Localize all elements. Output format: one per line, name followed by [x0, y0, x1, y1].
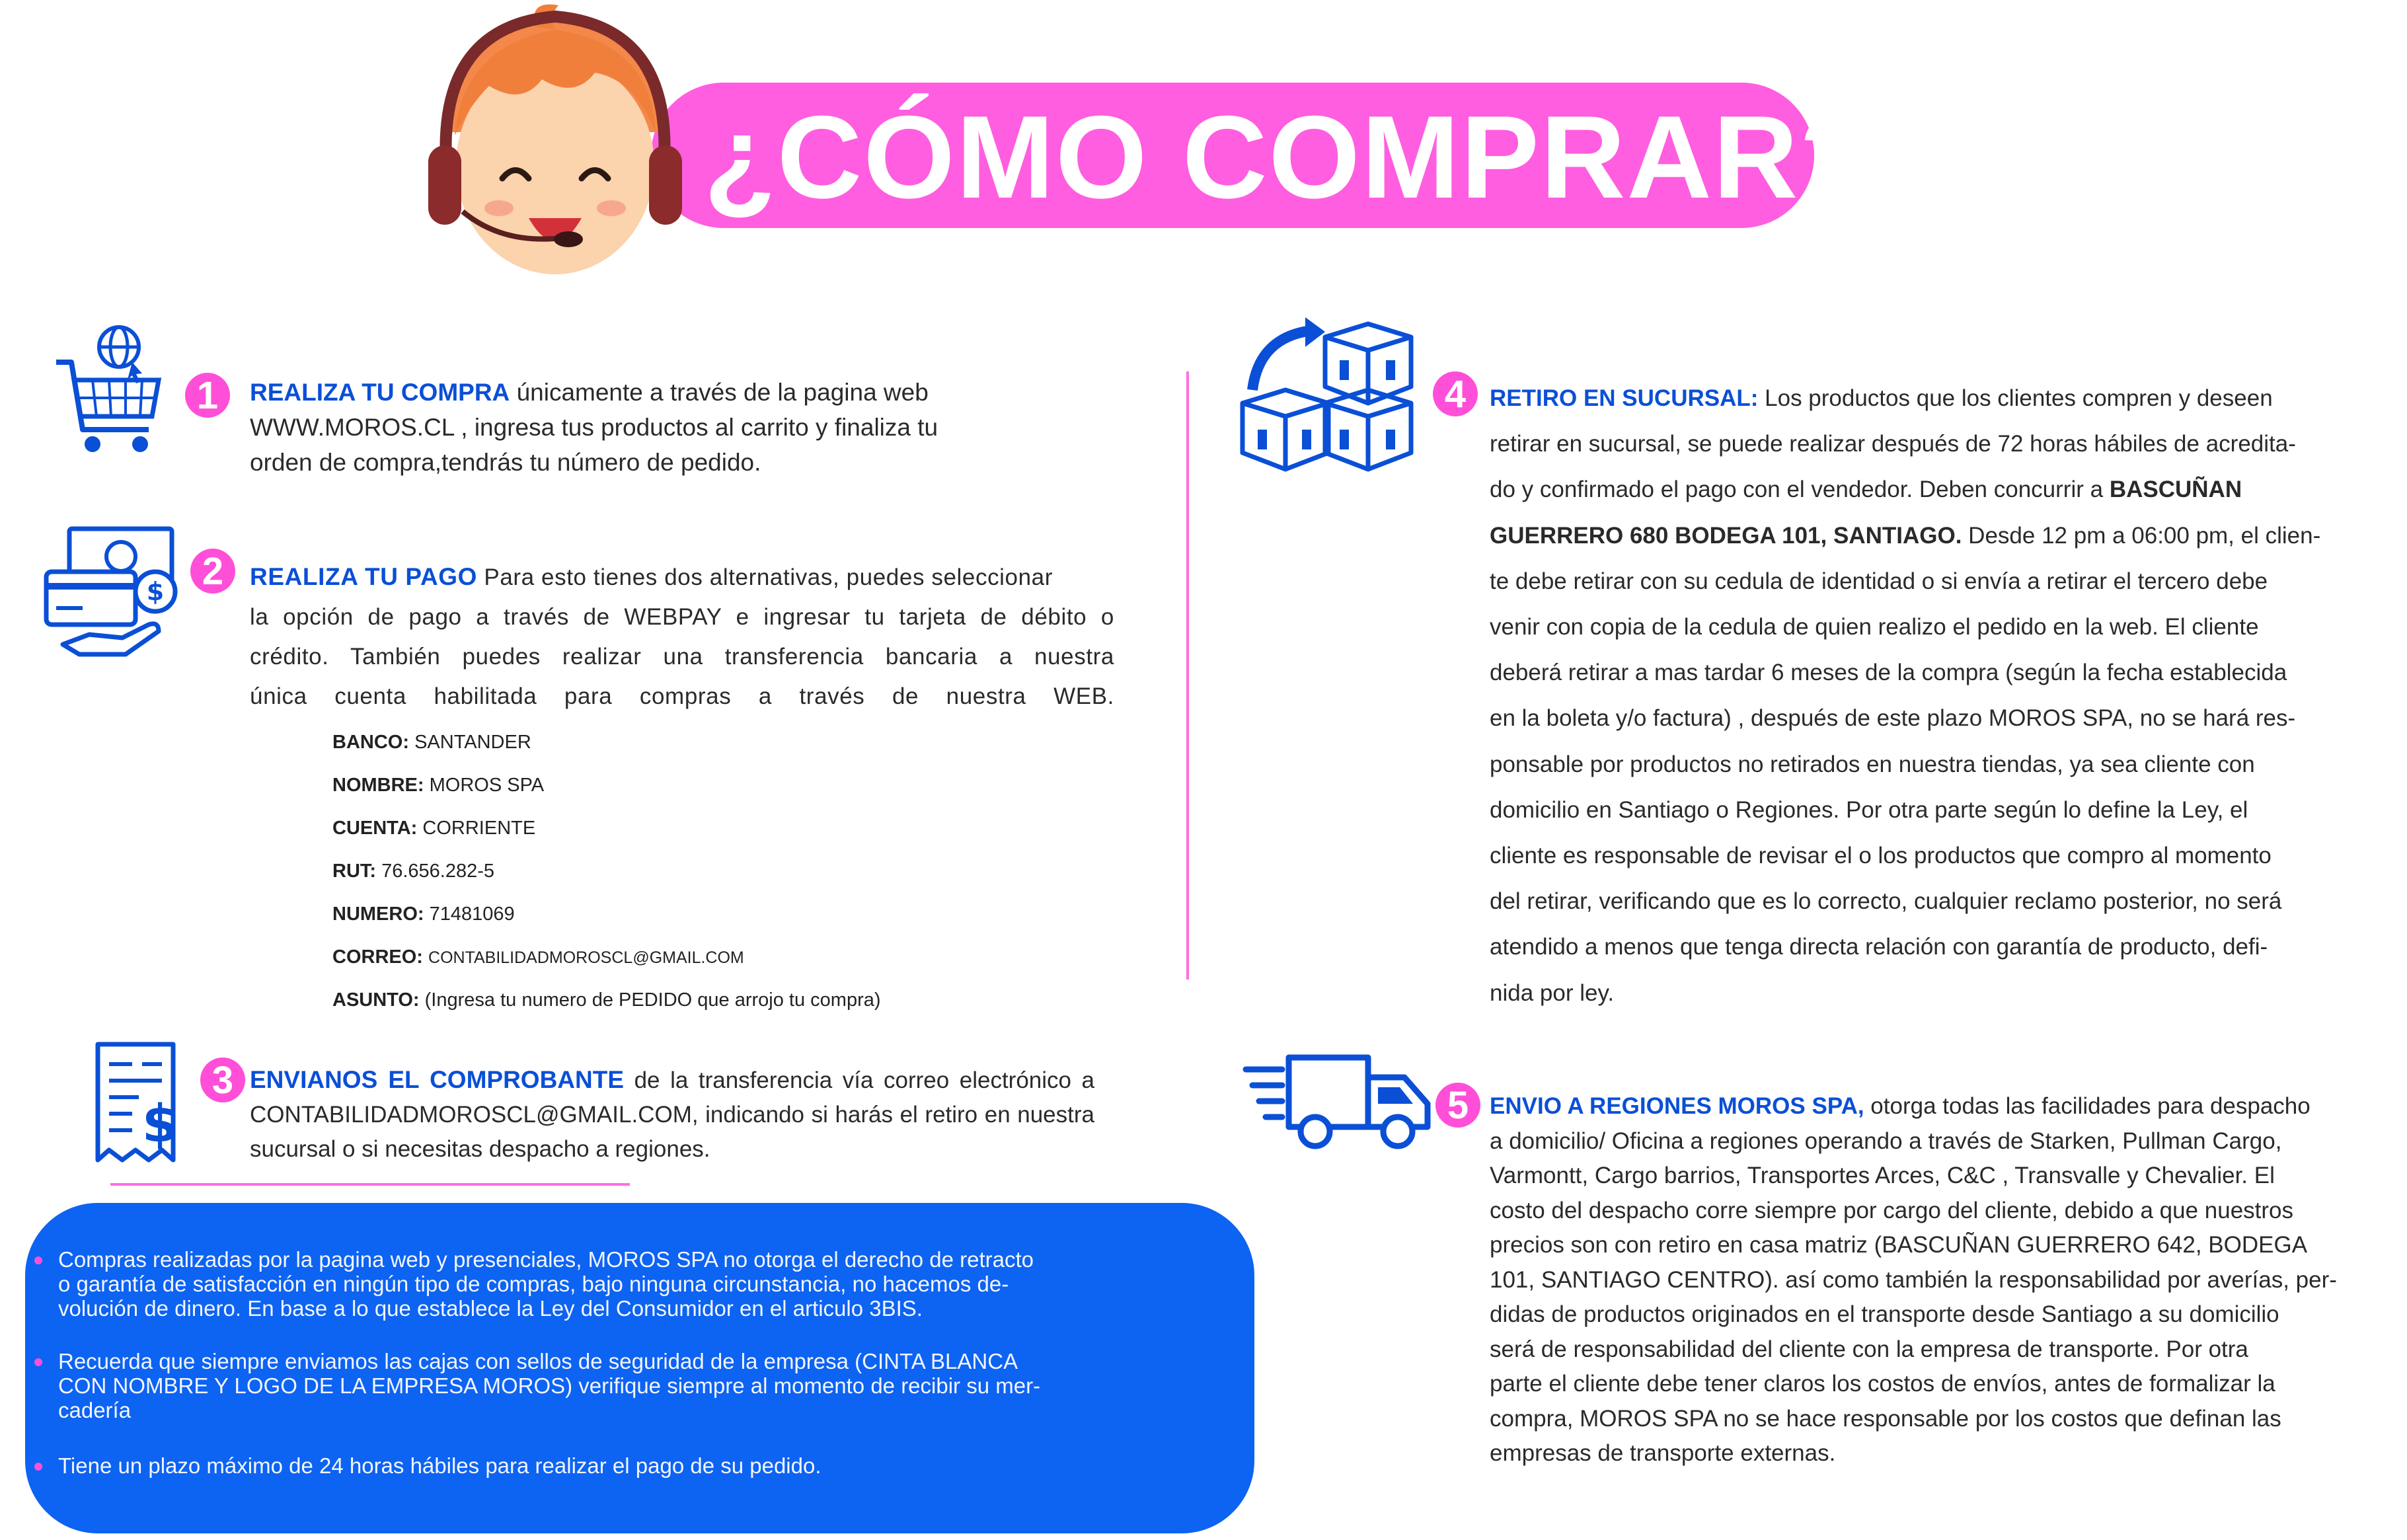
step-4-line: do y confirmado el pago con el vendedor. Deben concurrir a	[1490, 477, 2104, 503]
step-1-line: orden de compra,tendrás tu número de pedido.	[250, 449, 761, 476]
bullet-dot-icon	[34, 1463, 42, 1471]
step-4-text	[1490, 375, 2396, 1016]
step-3-line: CONTABILIDADMOROSCL@GMAIL.COM, indicando si harás el retiro en nuestra	[250, 1102, 1094, 1128]
bullet-dot-icon	[34, 1358, 42, 1366]
step-number-5: 5	[1435, 1083, 1480, 1128]
step-5-line: 101, SANTIAGO CENTRO). así como también la responsabilidad por averías, per-	[1490, 1266, 2337, 1293]
delivery-truck-icon	[1242, 1051, 1434, 1150]
step-1-line: WWW.MOROS.CL , ingresa tus productos al carrito y finaliza tu	[250, 414, 938, 441]
step-2-line: la opción de pago a través de WEBPAY e ingresar tu tarjeta de débito o	[250, 604, 1114, 630]
bank-row: CORREO: CONTABILIDADMOROSCL@GMAIL.COM	[332, 946, 744, 968]
step-4-title: RETIRO EN SUCURSAL:	[1490, 385, 1759, 411]
step-1-title: REALIZA TU COMPRA	[250, 379, 510, 406]
step-4-line: cliente es responsable de revisar el o los productos que compro al momento	[1490, 843, 2272, 869]
step-5-line: Varmontt, Cargo barrios, Transportes Arces, C&C , Transvalle y Chevalier. El	[1490, 1163, 2275, 1188]
step-4-line: en la boleta y/o factura) , después de este plazo MOROS SPA, no se hará res-	[1490, 705, 2296, 732]
step-4-line: domicilio en Santiago o Regiones. Por otra parte según lo define la Ley, el	[1490, 796, 2248, 823]
step-4-line: Los productos que los clientes compren y deseen	[1765, 385, 2273, 411]
step-2-title: REALIZA TU PAGO	[250, 563, 478, 590]
step-4-address: BASCUÑAN	[2109, 477, 2242, 503]
step-2-line: única cuenta habilitada para compras a través de nuestra WEB.	[250, 683, 1114, 709]
step-5-line: costo del despacho corre siempre por cargo del cliente, debido a que nuestros	[1490, 1197, 2294, 1223]
step-3-line: de la transferencia vía correo electrónico a	[634, 1067, 1095, 1093]
step-5-line: será de responsabilidad del cliente con la empresa de transporte. Por otra	[1490, 1336, 2248, 1362]
step-4-line: del retirar, verificando que es lo correcto, cualquier reclamo posterior, no será	[1490, 888, 2282, 915]
step-4-line: Desde 12 pm a 06:00 pm, el clien-	[1968, 522, 2321, 549]
step-4-line: ponsable por productos no retirados en nuestra tiendas, ya sea cliente con	[1490, 751, 2255, 777]
bank-row: RUT: 76.656.282-5	[332, 861, 495, 882]
page-title: ¿CÓMO COMPRAR?	[704, 91, 1873, 223]
step-5-line: otorga todas las facilidades para despacho	[1870, 1093, 2311, 1119]
receipt-dollar-icon	[93, 1041, 185, 1167]
step-2-line: crédito. También puedes realizar una transferencia bancaria a nuestra	[250, 644, 1114, 670]
payment-cash-card-icon	[43, 525, 182, 658]
step-5-title: ENVIO A REGIONES MOROS SPA,	[1490, 1093, 1864, 1119]
step-4-line: atendido a menos que tenga directa relación con garantía de producto, defi-	[1490, 934, 2268, 960]
bank-row: NUMERO: 71481069	[332, 904, 515, 925]
bank-row: ASUNTO: (Ingresa tu numero de PEDIDO que arrojo tu compra)	[332, 989, 881, 1011]
step-4-line: retirar en sucursal, se puede realizar después de 72 horas hábiles de acredita-	[1490, 431, 2296, 457]
step-2-text	[250, 557, 1114, 716]
step-number-3: 3	[200, 1058, 245, 1102]
svg-text:$: $	[141, 1095, 178, 1154]
step-5-text	[1490, 1089, 2396, 1471]
step-number-1: 1	[185, 373, 230, 418]
step-4-address: GUERRERO 680 BODEGA 101, SANTIAGO.	[1490, 522, 1962, 549]
step-5-line: precios son con retiro en casa matriz (BASCUÑAN GUERRERO 642, BODEGA	[1490, 1232, 2308, 1258]
bank-row: NOMBRE: MOROS SPA	[332, 775, 545, 796]
step-1-text	[250, 375, 1016, 480]
bullet-dot-icon	[34, 1256, 42, 1264]
pink-divider	[110, 1183, 630, 1186]
step-4-line: deberá retirar a mas tardar 6 meses de la compra (según la fecha establecida	[1490, 660, 2287, 686]
step-4-line: nida por ley.	[1490, 980, 1615, 1006]
bank-row: CUENTA: CORRIENTE	[332, 818, 536, 839]
step-3-title: ENVIANOS EL COMPROBANTE	[250, 1066, 625, 1093]
shopping-cart-globe-icon	[53, 324, 162, 456]
support-agent-mascot-icon	[423, 0, 687, 284]
step-3-text	[250, 1063, 1094, 1167]
step-number-4: 4	[1433, 371, 1478, 416]
step-5-line: empresas de transporte externas.	[1490, 1440, 1836, 1466]
step-4-line: te debe retirar con su cedula de identidad o si envía a retirar el tercero debe	[1490, 568, 2268, 594]
step-4-line: venir con copia de la cedula de quien realizo el pedido en la web. El cliente	[1490, 614, 2259, 640]
step-5-line: didas de productos originados en el transporte desde Santiago a su domicilio	[1490, 1301, 2279, 1327]
step-number-2: 2	[190, 549, 235, 594]
svg-text:$: $	[146, 577, 165, 606]
bank-row: BANCO: SANTANDER	[332, 732, 531, 753]
step-5-line: compra, MOROS SPA no se hace responsable por los costos que definan las	[1490, 1405, 2281, 1432]
step-3-line: sucursal o si necesitas despacho a regiones.	[250, 1136, 710, 1162]
step-2-line: Para esto tienes dos alternativas, puedes seleccionar	[484, 564, 1053, 590]
step-5-line: parte el cliente debe tener claros los costos de envíos, antes de formalizar la	[1490, 1371, 2275, 1397]
step-5-line: a domicilio/ Oficina a regiones operando a través de Starken, Pullman Cargo,	[1490, 1128, 2282, 1154]
step-1-line: únicamente a través de la pagina web	[516, 379, 929, 406]
vertical-divider	[1186, 371, 1189, 980]
boxes-exchange-icon	[1239, 317, 1414, 473]
